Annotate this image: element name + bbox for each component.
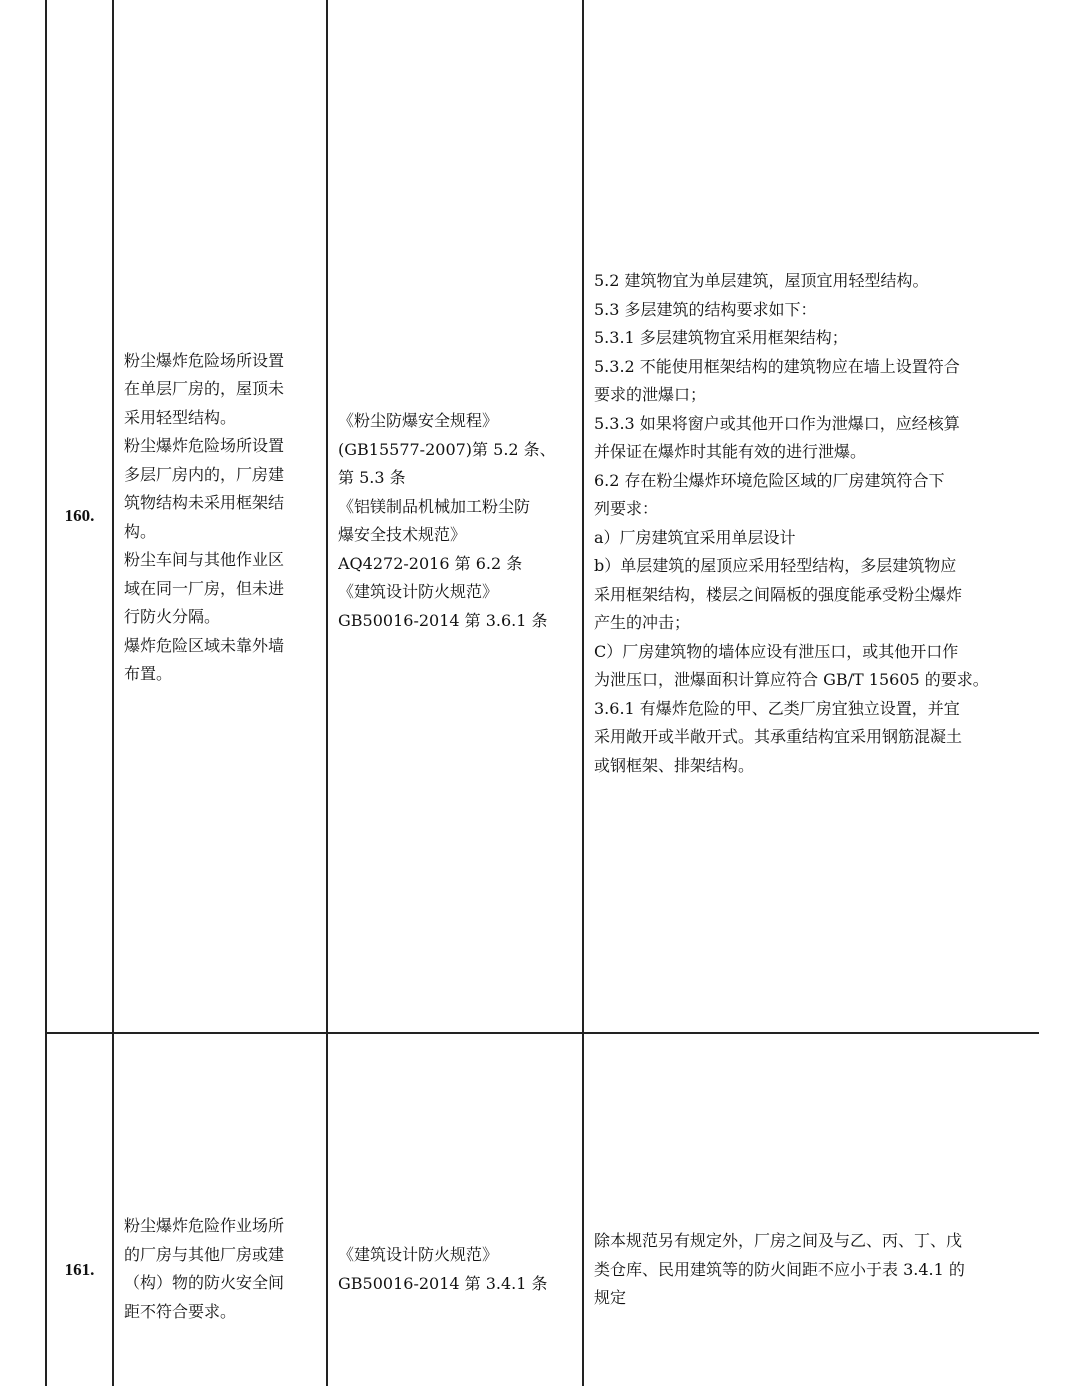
table-row-160: [46, 0, 1039, 1033]
legal-basis-cell: [327, 1033, 583, 1386]
text-line: GB50016-2014 第 3.6.1 条: [338, 610, 548, 630]
text-line: 第 5.3 条: [338, 468, 406, 487]
text-line: 采用轻型结构。: [124, 407, 237, 427]
hazard-description-cell: [113, 0, 327, 1033]
item-number: 161.: [64, 1260, 95, 1279]
text-line: 爆安全技术规范》: [338, 525, 467, 544]
legal-basis: [328, 397, 582, 635]
text-line: 5.3.3 如果将窗户或其他开口作为泄爆口，应经核算: [594, 413, 960, 433]
regulation-table: [45, 0, 1039, 1386]
legal-basis: [328, 1034, 582, 1298]
text-line: 5.3 多层建筑的结构要求如下：: [594, 299, 817, 319]
hazard-description: [114, 344, 326, 689]
text-line: 行防火分隔。: [124, 607, 221, 626]
text-line: （构）物的防火安全间: [124, 1273, 285, 1292]
text-line: 粉尘车间与其他作业区: [124, 550, 285, 569]
clause-content-cell: [583, 0, 1039, 1033]
text-line: 域在同一厂房，但未进: [124, 578, 285, 598]
text-line: 除本规范另有规定外，厂房之间及与乙、丙、丁、戊: [594, 1231, 963, 1250]
clause-content-cell: [583, 1033, 1039, 1386]
text-line: 粉尘爆炸危险作业场所: [124, 1216, 285, 1235]
hazard-description-cell: [113, 1033, 327, 1386]
text-line: 或钢框架、排架结构。: [594, 755, 755, 775]
text-line: 并保证在爆炸时其能有效的进行泄爆。: [594, 442, 867, 461]
text-line: 要求的泄爆口；: [594, 385, 707, 404]
text-line: b）单层建筑的屋顶应采用轻型结构，多层建筑物应: [594, 556, 957, 575]
text-line: 粉尘爆炸危险场所设置: [124, 436, 285, 455]
text-line: 《建筑设计防火规范》: [338, 582, 499, 601]
text-line: 5.2 建筑物宜为单层建筑，屋顶宜用轻型结构。: [594, 271, 929, 290]
text-line: 构。: [124, 521, 157, 541]
item-number-cell: [46, 0, 113, 1033]
text-line: GB50016-2014 第 3.4.1 条: [338, 1273, 548, 1293]
regulation-table-container: [45, 0, 1039, 1386]
text-line: 6.2 存在粉尘爆炸环境危险区域的厂房建筑符合下: [594, 470, 945, 490]
text-line: 产生的冲击；: [594, 613, 691, 632]
text-line: 多层厂房内的，厂房建: [124, 464, 285, 484]
text-line: 5.3.1 多层建筑物宜采用框架结构；: [594, 328, 848, 347]
text-line: 采用框架结构，楼层之间隔板的强度能承受粉尘爆炸: [594, 584, 963, 604]
item-number-cell: [46, 1033, 113, 1386]
text-line: 布置。: [124, 664, 173, 683]
text-line: 采用敞开或半敞开式。其承重结构宜采用钢筋混凝土: [594, 727, 963, 746]
text-line: 为泄压口，泄爆面积计算应符合 GB/T 15605 的要求。: [594, 670, 989, 689]
text-line: 列要求：: [594, 499, 659, 518]
item-number: 160.: [64, 506, 95, 525]
text-line: 《粉尘防爆安全规程》: [338, 411, 499, 430]
clause-content: [584, 252, 1039, 780]
text-line: 在单层厂房的，屋顶未: [124, 379, 285, 398]
table-row-161: [46, 1033, 1039, 1386]
text-line: 规定: [594, 1288, 627, 1307]
text-line: 类仓库、民用建筑等的防火间距不应小于表 3.4.1 的: [594, 1259, 965, 1279]
text-line: 3.6.1 有爆炸危险的甲、乙类厂房宜独立设置，并宜: [594, 698, 960, 718]
text-line: (GB15577-2007)第 5.2 条、: [338, 439, 556, 459]
text-line: AQ4272-2016 第 6.2 条: [338, 553, 523, 573]
text-line: 《铝镁制品机械加工粉尘防: [338, 496, 531, 516]
text-line: 爆炸危险区域未靠外墙: [124, 635, 285, 655]
text-line: 筑物结构未采用框架结: [124, 493, 285, 512]
text-line: a）厂房建筑宜采用单层设计: [594, 527, 796, 547]
hazard-description: [114, 1034, 326, 1326]
text-line: 《建筑设计防火规范》: [338, 1245, 499, 1264]
text-line: 5.3.2 不能使用框架结构的建筑物应在墙上设置符合: [594, 356, 960, 376]
clause-content: [584, 1034, 1039, 1313]
text-line: 的厂房与其他厂房或建: [124, 1244, 285, 1264]
text-line: 距不符合要求。: [124, 1301, 237, 1321]
text-line: C）厂房建筑物的墙体应设有泄压口，或其他开口作: [594, 641, 959, 661]
legal-basis-cell: [327, 0, 583, 1033]
text-line: 粉尘爆炸危险场所设置: [124, 350, 285, 370]
